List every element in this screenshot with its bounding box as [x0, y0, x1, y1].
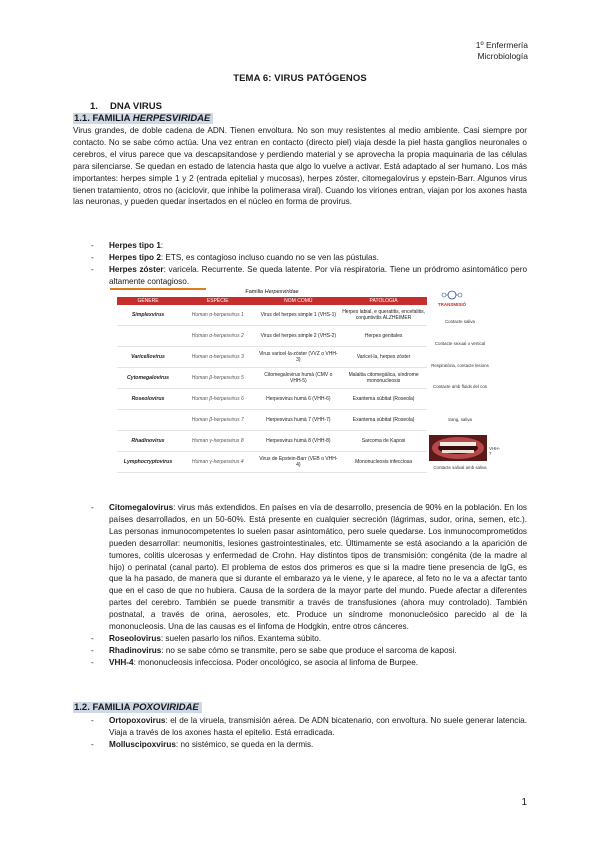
bullet-dash: - — [91, 739, 94, 749]
genus-cell — [117, 326, 179, 347]
common-name-cell: Herpesvirus humà 6 (VHH-6) — [257, 389, 341, 410]
item-term: Molluscipoxvirus — [109, 739, 176, 749]
item-term: Roseolovirus — [109, 633, 161, 643]
figure-caption — [117, 289, 427, 295]
list-item — [91, 715, 527, 739]
bullet-dash: - — [91, 657, 94, 667]
section-heading — [90, 101, 162, 112]
genus-cell: Rhadinovirus — [117, 431, 179, 452]
poxoviridae-list — [91, 715, 527, 751]
transmission-note: Contacte amb fluids del cos — [433, 384, 487, 389]
family-heading-herpesviridae — [73, 113, 213, 124]
column-header: GÉNERE — [117, 297, 179, 305]
common-name-cell: Citomegalovirus humà (CMV o VHH-5) — [257, 368, 341, 389]
genus-cell: Simplexvirus — [117, 305, 179, 326]
item-text: : mononucleosis infecciosa. Poder oncológico, se asocia al linfoma de Burpee. — [133, 657, 419, 667]
item-term: Herpes zóster — [109, 264, 164, 274]
family-number: 1.2. FAMILIA — [74, 702, 133, 713]
logo-text: TRANSMISIÓ — [437, 302, 467, 307]
genus-cell — [117, 410, 179, 431]
column-header: PATOLOGIA — [340, 297, 427, 305]
section-label: DNA VIRUS — [110, 101, 162, 112]
table-header-row — [117, 297, 427, 305]
table-row — [117, 431, 427, 452]
genus-cell: Cytomegalovirus — [117, 368, 179, 389]
transmission-note: Contacte saliva — [444, 319, 476, 324]
pathology-cell: Mononucleosis infecciosa — [340, 452, 427, 473]
species-cell: Human α-herpesvirus 1 — [179, 305, 257, 326]
pathology-cell: Malaltia citomegàlica, síndrome mononucleosis — [340, 368, 427, 389]
transmission-note: Contacte salival amb saliva — [433, 465, 487, 470]
list-item — [91, 657, 527, 669]
item-text: : — [160, 241, 164, 250]
herpesviridae-table-figure — [117, 289, 500, 479]
transmission-note: Sang, saliva — [448, 417, 472, 422]
herpesviridae-table — [117, 297, 427, 473]
common-name-cell: Virus del herpes simple 2 (VHS-2) — [257, 326, 341, 347]
table-row — [117, 305, 427, 326]
table-row — [117, 410, 427, 431]
page-title: TEMA 6: VIRUS PATÓGENOS — [233, 73, 367, 84]
herpes-viruses-details-list — [91, 502, 527, 669]
virus-logo-icon — [431, 289, 473, 303]
bullet-dash: - — [91, 645, 94, 655]
species-cell: Human α-herpesvirus 2 — [179, 326, 257, 347]
pathology-cell: Herpes genitales — [340, 326, 427, 347]
species-cell: Human β-herpesvirus 5 — [179, 368, 257, 389]
column-header: NOM COMÚ — [257, 297, 341, 305]
mouth-lesion-image — [429, 435, 487, 461]
section-number: 1. — [90, 101, 98, 112]
header-course: 1º Enfermería — [475, 40, 528, 50]
genus-cell: Roseolovirus — [117, 389, 179, 410]
pathology-cell: Varicel·la, herpes zòster — [340, 347, 427, 368]
common-name-cell: Virus de Epstein-Barr (VEB o VHH-4) — [257, 452, 341, 473]
family-heading-poxoviridae — [73, 702, 202, 713]
item-text: : virus más extendidos. En países en vía de desarrollo, presencia de 90% en la población. En los países desarrollados, en un 50-60%. Está presente en cualquier secreción (lágrimas, sudor, orina, semen, etc.). Las personas inmunocompetentes lo suelen pasar asintomático, pero suele quedarse. Los inmunocomprometidos pueden desarrollar: neumonitis, lesiones gastrointestinales, etc. Últimamente se está asociando a la aparición de tumores, colitis ulcerosas y enfermedad de Crohn. Hay distintos tipos de transmisión: congénita (de la madre al hijo) o perinatal (canal parto). El problema de estos dos primeros es que si la madre tiene presencia de IgG, es que la ha pasado, de manera que si durante el embarazo ya le viene, y le aparece, al feto no le va a afectar tanto que en el caso de que no hubiera. Causa de la sordera de la mayor parte del mundo. Puede afectar a diferentes partes del cerebro. También se puede transmitir a través de transfusiones (ahora muy controlado). También postnatal, a través de orina, aerosoles, etc. Produce un síndrome mononucleósico parecido al de la mononucleosis. Una de las causas es el linfoma de Hodgkin, entre otros cánceres. — [109, 503, 527, 632]
transmission-note: Respiratòria, contacte lesions — [431, 363, 489, 368]
list-item — [91, 645, 527, 657]
bullet-dash: - — [91, 241, 94, 250]
transmission-note: Contacte sexual o vertical — [434, 341, 486, 346]
common-name-cell: Virus del herpes simple 1 (VHS-1) — [257, 305, 341, 326]
intro-paragraph: Virus grandes, de doble cadena de ADN. Tienen envoltura. No son muy resistentes al medio ambiente. Casi siempre por contacto. No se sabe cómo actúa. Una vez entran en contacto (directo piel) viaja desde la piel hasta ganglios neuronales o cerebros, el virus parece que va descapsitandose y perdiendo material y se aprovecha la propia maquinaria de las células para silenciarse. Se quedan en estado de latencia hasta que algo lo vuelve a activar. Está adaptado al ser humano. Los más importantes: herpes simple 1 y 2 (entrada epitelial y mucosas), herpes zóster, citomegalovirus y epstein-Barr. Algunos virus tienen tratamiento, otros no (aciclovir, que inhibe la polimerasa viral). Cuando los viriones entran, viajan por los axones hasta las neuronas, y pueden quedar insertados en el núcleo en forma de provirus. — [73, 126, 527, 207]
table-row — [117, 347, 427, 368]
item-text: : no sistémico, se queda en la dermis. — [175, 739, 314, 749]
table-row — [117, 452, 427, 473]
bullet-dash: - — [91, 503, 94, 512]
common-name-cell: Herpesvirus humà 7 (VHH-7) — [257, 410, 341, 431]
species-cell: Human β-herpesvirus 7 — [179, 410, 257, 431]
table-row — [117, 326, 427, 347]
transmission-logo — [431, 289, 473, 309]
pathology-cell: Herpes labial, e queratitis, encefalitis, conjuntivitis ALZHEIMER — [340, 305, 427, 326]
bullet-dash: - — [91, 264, 94, 274]
species-cell: Human β-herpesvirus 6 — [179, 389, 257, 410]
caption-name: Herpesviridae — [264, 289, 299, 295]
table-row — [117, 368, 427, 389]
column-header: ESPÈCIE — [179, 297, 257, 305]
table-row — [117, 389, 427, 410]
genus-cell: Lymphocryptovirus — [117, 452, 179, 473]
list-item — [91, 264, 527, 288]
item-term: Rhadinovirus — [109, 645, 162, 655]
pathology-cell: Exantema súbitat (Roseola) — [340, 389, 427, 410]
item-term: Herpes tipo 1 — [109, 241, 161, 250]
item-text: : suelen pasarlo los niños. Exantema súbito. — [160, 633, 322, 643]
species-cell: Human γ-herpesvirus 8 — [179, 431, 257, 452]
family-number: 1.1. FAMILIA — [74, 113, 133, 124]
species-cell: Human α-herpesvirus 3 — [179, 347, 257, 368]
family-name: POXOVIRIDAE — [132, 702, 199, 713]
genus-cell: Varicellovirus — [117, 347, 179, 368]
pathology-cell: Sarcoma de Kaposi — [340, 431, 427, 452]
bullet-dash: - — [91, 633, 94, 643]
header-subject: Microbiología — [477, 51, 528, 61]
bullet-dash: - — [91, 252, 94, 262]
species-cell: Human γ-herpesvirus 4 — [179, 452, 257, 473]
caption-prefix: Familia — [245, 289, 265, 295]
common-name-cell: Herpesvirus humà 8 (VHH-8) — [257, 431, 341, 452]
bullet-dash: - — [91, 716, 94, 725]
item-text: : el de la viruela, transmisión aérea. De ADN bicatenario, con envoltura. No suele generar latencia. Viaja a través de los axones hasta el epitelio. Está erradicada. — [109, 716, 527, 737]
common-name-cell: Virus varicel·la-zòster (VVZ o VHH-3) — [257, 347, 341, 368]
page-header — [476, 40, 528, 62]
list-item — [91, 502, 527, 633]
list-item — [91, 739, 527, 751]
transmission-column — [429, 289, 500, 479]
item-term: VHH-4 — [109, 657, 134, 667]
family-name: HERPESVIRIDAE — [132, 113, 211, 124]
item-term: Herpes tipo 2 — [109, 252, 161, 262]
list-item — [91, 240, 527, 252]
vhh7-label: VHH-7 — [489, 446, 500, 456]
item-text: : no se sabe cómo se transmite, pero se sabe que produce el sarcoma de kaposi. — [161, 645, 457, 655]
item-text: : varicela. Recurrente. Se queda latente. Por vía respiratoria. Tiene un pródromo asintomático pero altamente contagioso. — [109, 264, 527, 286]
herpes-types-list — [91, 240, 527, 288]
list-item — [91, 633, 527, 645]
item-term: Citomegalovirus — [109, 503, 174, 512]
pathology-cell: Exantema súbitat (Roseola) — [340, 410, 427, 431]
item-text: : ETS, es contagioso incluso cuando no se ven las pústulas. — [160, 252, 379, 262]
item-term: Ortopoxovirus — [109, 716, 166, 725]
page-number: 1 — [521, 797, 527, 808]
list-item — [91, 252, 527, 264]
